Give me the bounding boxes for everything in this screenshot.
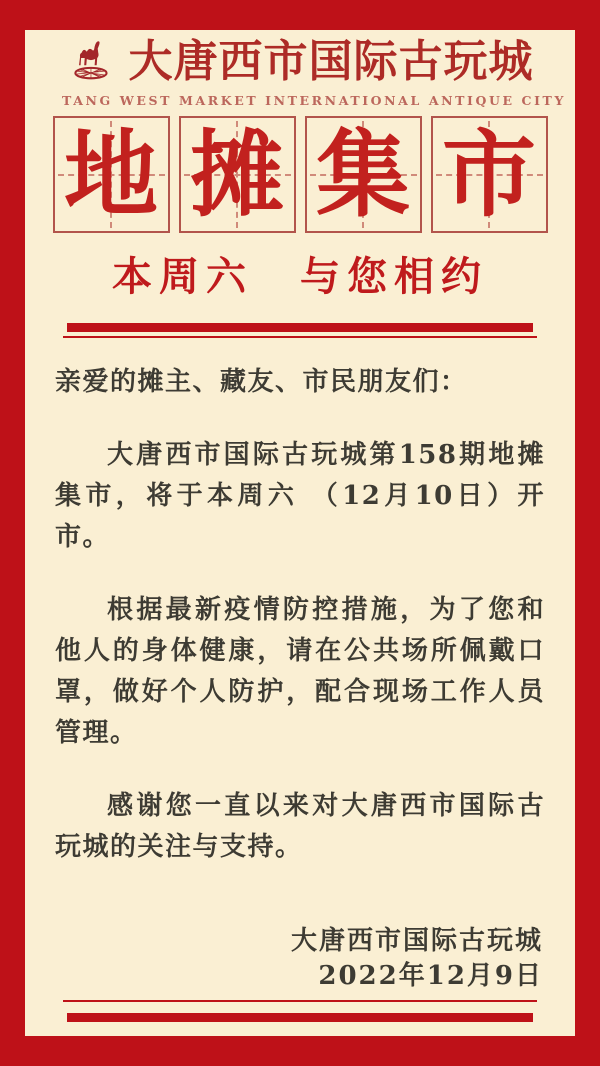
banner-char: 摊 <box>189 119 284 230</box>
salutation: 亲爱的摊主、藏友、市民朋友们： <box>55 367 468 397</box>
divider-bottom <box>63 1000 537 1022</box>
banner-char: 集 <box>315 119 410 230</box>
paragraph-2: 根据最新疫情防控措施，为了您和他人的身体健康，请在公共场所佩戴口罩，做好个人防护，配合现场工作人员管理。 <box>55 595 545 748</box>
paragraph-3: 感谢您一直以来对大唐西市国际古玩城的关注与支持。 <box>55 791 545 862</box>
letter-body <box>25 362 575 868</box>
header-title-row <box>66 32 533 92</box>
camel-basin-logo-icon <box>66 32 118 92</box>
divider-bar-thin <box>63 1000 537 1002</box>
char-box-3 <box>305 116 422 233</box>
signature-date: 2022年12月9日 <box>318 961 543 991</box>
divider-top <box>63 323 537 338</box>
banner-char-row <box>53 116 548 233</box>
signature-block <box>25 924 575 994</box>
char-box-1 <box>53 116 170 233</box>
poster-subtitle-en: TANG WEST MARKET INTERNATIONAL ANTIQUE CITY <box>62 93 566 108</box>
paragraph-1: 大唐西市国际古玩城第158期地摊集市，将于本周六 （12月10日）开市。 <box>55 440 545 552</box>
tagline: 本周六 与您相约 <box>112 253 488 300</box>
divider-bar-thick <box>67 323 533 332</box>
banner-char: 地 <box>63 119 158 230</box>
poster-panel <box>25 30 575 1036</box>
char-box-2 <box>179 116 296 233</box>
header <box>48 32 566 108</box>
char-box-4 <box>431 116 548 233</box>
divider-bar-thin <box>63 336 537 338</box>
signature-name: 大唐西市国际古玩城 <box>290 926 543 956</box>
divider-bar-thick <box>67 1013 533 1022</box>
poster-title: 大唐西市国际古玩城 <box>128 36 534 87</box>
banner-char: 市 <box>441 119 536 230</box>
